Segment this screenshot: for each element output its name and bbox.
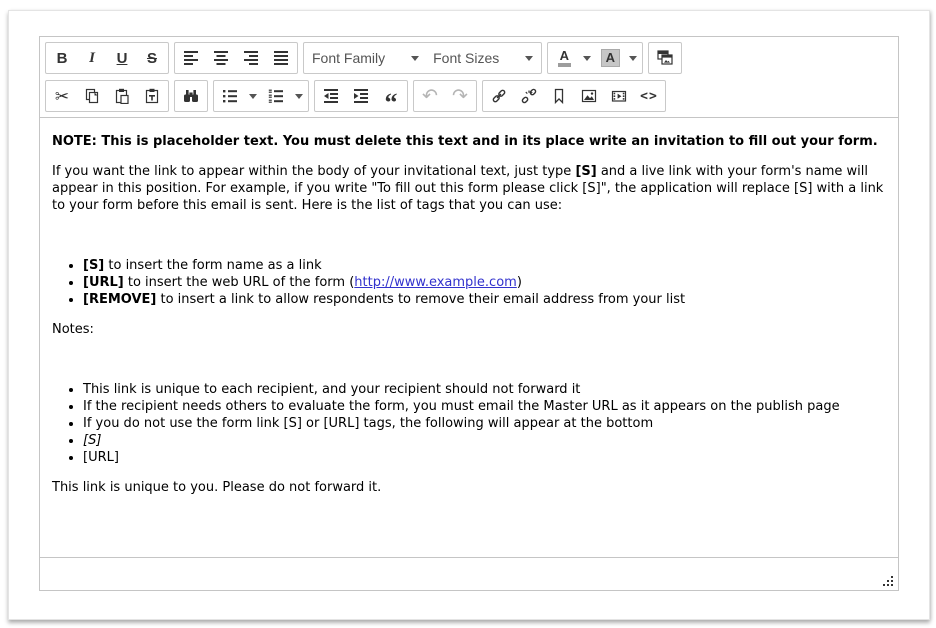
numbered-list-menu-button[interactable] <box>291 82 307 110</box>
anchor-button[interactable] <box>544 82 574 110</box>
list-item <box>83 291 886 308</box>
undo-button[interactable] <box>415 82 445 110</box>
copy-icon <box>84 88 100 104</box>
list-group <box>213 80 309 112</box>
bold-button[interactable] <box>47 44 77 72</box>
background-color-icon: A <box>601 49 620 67</box>
font-group <box>303 42 542 74</box>
intro-text-post: and a live link with your form's name will appear in this position. For example, if you write "To fill out this form please click [S]", the application will replace [S] with a link to your form before this email is sent. Here is the list of tags that you can use: <box>52 164 884 213</box>
note-paragraph: NOTE: This is placeholder text. You must delete this text and in its place write an invitation to fill out your form. <box>52 134 878 149</box>
insert-media-button[interactable] <box>604 82 634 110</box>
template-group <box>648 42 682 74</box>
align-justify-icon <box>273 50 289 66</box>
chevron-down-icon <box>629 56 637 61</box>
bullet-list-button[interactable] <box>215 82 245 110</box>
underline-icon: U <box>116 49 128 67</box>
chevron-down-icon <box>525 56 533 61</box>
strikethrough-icon: S <box>146 49 157 67</box>
align-right-icon <box>243 50 259 66</box>
outdent-button[interactable] <box>316 82 346 110</box>
chevron-down-icon <box>249 94 257 99</box>
background-color-button[interactable] <box>595 44 625 72</box>
numbered-list-button[interactable] <box>261 82 291 110</box>
tag-url: [URL] <box>83 275 124 290</box>
copy-button[interactable] <box>77 82 107 110</box>
link-icon <box>491 88 507 104</box>
notes-list <box>52 381 886 466</box>
clipboard-group <box>45 80 169 112</box>
intro-text-pre: If you want the link to appear within the body of your invitational text, just type <box>52 164 576 179</box>
media-icon <box>611 88 627 104</box>
list-item: • This link is unique to each recipient, and your recipient should not forward it <box>83 381 886 398</box>
unlink-button[interactable] <box>514 82 544 110</box>
source-code-icon: <> <box>640 88 658 104</box>
paste-button[interactable] <box>107 82 137 110</box>
text-color-icon: A <box>559 48 569 63</box>
image-icon <box>581 88 597 104</box>
redo-icon: ↷ <box>452 85 468 107</box>
unlink-icon <box>521 88 537 104</box>
tag-s: [S] <box>83 258 105 273</box>
resize-grip-icon <box>882 575 894 587</box>
source-code-button[interactable] <box>634 82 664 110</box>
undo-icon: ↶ <box>422 85 438 107</box>
history-group <box>413 80 477 112</box>
template-icon <box>657 50 673 66</box>
editor-content[interactable] <box>40 118 898 557</box>
italic-button[interactable] <box>77 44 107 72</box>
blockquote-button[interactable] <box>376 82 406 117</box>
tag-url-text-after: ) <box>516 275 522 290</box>
align-group <box>174 42 298 74</box>
text-color-bar <box>558 63 571 67</box>
align-justify-button[interactable] <box>266 44 296 72</box>
align-center-icon <box>213 50 229 66</box>
paste-icon <box>114 88 130 104</box>
find-replace-icon <box>183 88 199 104</box>
font-family-label: Font Family <box>312 50 386 66</box>
cut-button[interactable] <box>47 82 77 110</box>
paste-as-text-button[interactable] <box>137 82 167 110</box>
color-group <box>547 42 643 74</box>
tag-remove: [REMOVE] <box>83 292 157 307</box>
empty-paragraph <box>52 351 886 368</box>
rich-text-editor <box>39 36 899 591</box>
indent-group <box>314 80 408 117</box>
indent-button[interactable] <box>346 82 376 110</box>
font-sizes-label: Font Sizes <box>433 50 500 66</box>
font-family-select[interactable] <box>305 44 426 72</box>
bold-icon: B <box>56 49 68 67</box>
editor-toolbar <box>40 37 898 118</box>
cut-icon: ✂ <box>54 86 70 106</box>
resize-grip[interactable] <box>882 574 894 586</box>
tags-list <box>52 257 886 308</box>
blockquote-icon: “ <box>384 88 398 117</box>
intro-tag: [S] <box>575 164 597 179</box>
tag-url-text: to insert the web URL of the form ( <box>123 275 355 290</box>
insert-group <box>482 80 666 112</box>
intro-paragraph <box>52 163 886 214</box>
editor-statusbar <box>40 557 898 590</box>
example-link[interactable]: http://www.example.com <box>354 275 517 290</box>
numbered-list-icon <box>268 88 284 104</box>
find-replace-button[interactable] <box>176 82 206 110</box>
align-left-button[interactable] <box>176 44 206 72</box>
font-sizes-select[interactable] <box>426 44 540 72</box>
paste-as-text-icon <box>144 88 160 104</box>
list-item: • If the recipient needs others to evaluate the form, you must email the Master URL as it appears on the publish page <box>83 398 886 415</box>
indent-icon <box>353 88 369 104</box>
list-item <box>83 274 886 291</box>
bookmark-icon <box>551 88 567 104</box>
toolbar-row-1 <box>43 39 895 77</box>
align-center-button[interactable] <box>206 44 236 72</box>
list-item: • [S] <box>83 432 886 449</box>
footer-paragraph: This link is unique to you. Please do not forward it. <box>52 480 382 495</box>
text-color-button[interactable] <box>549 44 579 72</box>
notes-label: Notes: <box>52 322 94 337</box>
background-color-menu-button[interactable] <box>625 44 641 72</box>
align-right-button[interactable] <box>236 44 266 72</box>
toolbar-row-2 <box>43 77 895 115</box>
list-item: • [URL] <box>83 449 886 466</box>
chevron-down-icon <box>583 56 591 61</box>
bullet-list-menu-button[interactable] <box>245 82 261 110</box>
underline-button[interactable] <box>107 44 137 72</box>
empty-paragraph <box>52 227 886 244</box>
chevron-down-icon <box>411 56 419 61</box>
template-button[interactable] <box>650 44 680 72</box>
insert-link-button[interactable] <box>484 82 514 110</box>
chevron-down-icon <box>295 94 303 99</box>
list-item: • If you do not use the form link [S] or [URL] tags, the following will appear at the bottom <box>83 415 886 432</box>
italic-icon: I <box>89 49 95 66</box>
redo-button[interactable] <box>445 82 475 110</box>
insert-image-button[interactable] <box>574 82 604 110</box>
page-card <box>8 10 930 620</box>
strikethrough-button[interactable] <box>137 44 167 72</box>
bullet-list-icon <box>222 88 238 104</box>
tag-remove-text: to insert a link to allow respondents to remove their email address from your list <box>156 292 686 307</box>
search-group <box>174 80 208 112</box>
format-group <box>45 42 169 74</box>
text-color-menu-button[interactable] <box>579 44 595 72</box>
align-left-icon <box>183 50 199 66</box>
list-item <box>83 257 886 274</box>
outdent-icon <box>323 88 339 104</box>
tag-s-text: to insert the form name as a link <box>104 258 322 273</box>
